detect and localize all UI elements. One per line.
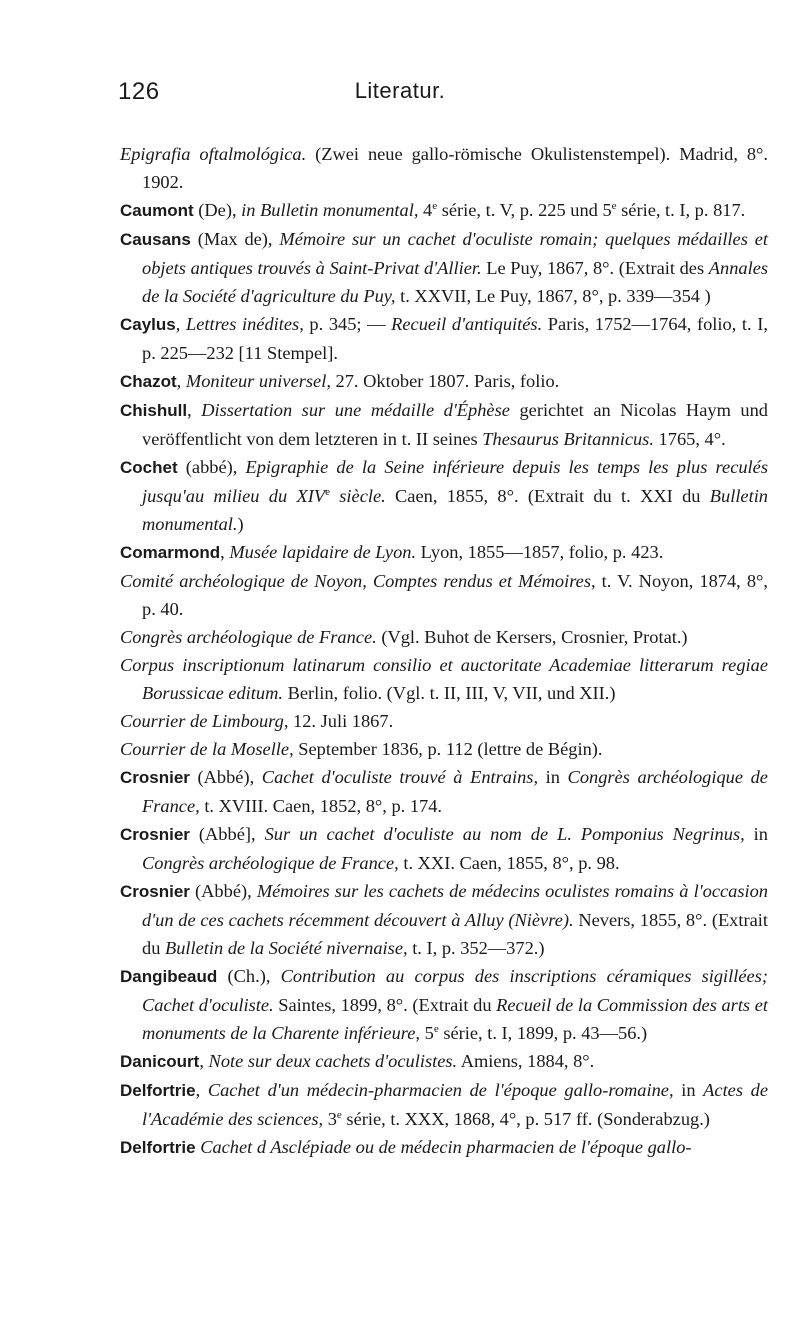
bibliography-entry [120, 1076, 768, 1133]
entry-text: 3 [323, 1109, 337, 1129]
entry-title-italic: Sur un cachet d'oculiste au nom de L. Pomponius Negrinus, [264, 824, 745, 844]
entry-text: (Vgl. Buhot de Kersers, Crosnier, Protat.) [376, 627, 688, 647]
entry-title-italic: Annales de la Société d'agriculture du Puy, [142, 258, 769, 306]
entry-author: Crosnier [120, 882, 190, 901]
superscript: e [433, 1022, 439, 1035]
entry-title-italic: Congrès archéologique de France, [142, 767, 768, 816]
entry-text: 1765, 4°. [653, 429, 726, 449]
entry-title-italic: Contribution au corpus des inscriptions céramiques sigillées; Cachet d'oculiste. [142, 966, 768, 1015]
bibliography-entry [120, 1047, 768, 1076]
entry-title-italic: siècle. [329, 486, 386, 506]
entry-text: , [176, 371, 186, 391]
bibliography-entry [120, 567, 768, 623]
entry-author: Chazot [120, 372, 177, 391]
entry-text: t. XVIII. Caen, 1852, 8°, p. 174. [199, 796, 443, 816]
entry-title-italic: Lettres inédites, [185, 314, 304, 334]
entry-text: , [175, 314, 186, 334]
entry-text: (De), [193, 200, 242, 220]
bibliography-entry [120, 763, 768, 820]
entry-text: Amiens, 1884, 8°. [457, 1051, 595, 1071]
entry-title-italic: Thesaurus Britannicus. [482, 429, 654, 449]
bibliography-entry [120, 651, 768, 707]
entry-title-italic: Corpus inscriptionum latinarum consilio et auctoritate Academiae litterarum regiae Borussicae editum. [120, 655, 768, 703]
superscript: e [325, 485, 330, 498]
entry-title-italic: Cachet d'oculiste trouvé à Entrains, [261, 767, 539, 787]
entry-title-italic: Comité archéologique de Noyon, Comptes rendus et Mémoires, [120, 571, 596, 591]
entry-title-italic: Musée lapidaire de Lyon. [229, 542, 417, 562]
entry-text: gerichtet an Nicolas Haym und veröffentlicht von dem letzteren in t. II seines [142, 400, 769, 449]
entry-text: September 1836, p. 112 (lettre de Bégin). [293, 739, 603, 759]
entry-author: Causans [120, 230, 191, 249]
entry-text: série, t. V, p. 225 und 5 [437, 200, 612, 220]
entry-text: ) [237, 514, 244, 534]
entry-text: t. XXVII, Le Puy, 1867, 8°, p. 339—354 ) [395, 286, 711, 306]
entry-text: (Abbé], [189, 824, 265, 844]
entry-author: Caumont [120, 201, 194, 220]
entry-title-italic: Courrier de la Moselle, [120, 739, 294, 759]
entry-title-italic: Courrier de Limbourg, [120, 711, 289, 731]
entry-title-italic: in Bulletin monumental, [241, 200, 419, 220]
entry-title-italic: Cachet d Asclépiade ou de médecin pharmacien de l'époque gallo- [200, 1137, 692, 1157]
entry-text: (abbé), [177, 457, 246, 477]
bibliography-entry [120, 820, 768, 877]
entry-title-italic: Moniteur universel, [185, 371, 331, 391]
running-title: Literatur. [354, 78, 446, 103]
bibliography-entry [120, 310, 768, 367]
entry-text: p. 345; — [303, 314, 392, 334]
entry-text: Le Puy, 1867, 8°. (Extrait des [481, 258, 709, 278]
entry-text: Caen, 1855, 8°. (Extrait du t. XXI du [385, 486, 710, 506]
entry-author: Chishull [120, 401, 188, 420]
entry-text: in [744, 824, 768, 844]
entry-text: (Max de), [190, 229, 280, 249]
entry-text: t. I, p. 352—372.) [407, 938, 545, 958]
entry-text: Nevers, 1855, 8°. (Extrait du [142, 910, 768, 958]
entry-text: 4 [418, 200, 433, 220]
entry-text: , [187, 400, 202, 420]
bibliography-entry [120, 453, 768, 538]
entry-title-italic: Dissertation sur une médaille d'Éphèse [201, 400, 510, 420]
entry-text: Paris, 1752—1764, folio, t. I, p. 225—232 [11 Stempel]. [142, 314, 768, 363]
page-number: 126 [118, 78, 160, 105]
entry-text: (Zwei neue gallo-römische Okulistenstempel). Madrid, 8°. 1902. [142, 144, 768, 192]
bibliography-entry [120, 735, 768, 763]
superscript: e [432, 199, 438, 212]
entry-text: série, t. I, p. 817. [616, 200, 746, 220]
entry-author: Comarmond [120, 543, 221, 562]
entry-title-italic: Mémoire sur un cachet d'oculiste romain; quelques médailles et objets antiques trouvés à Saint-Privat d'Allier. [142, 229, 768, 278]
entry-title-italic: Mémoires sur les cachets de médecins oculistes romains à l'occasion d'un de ces cachets récemment découvert à Alluy (Nièvre). [142, 881, 768, 930]
bibliography-entry [120, 1133, 768, 1162]
entry-title-italic: Bulletin monumental. [142, 486, 769, 534]
entry-text: Saintes, 1899, 8°. (Extrait du [273, 995, 497, 1015]
entry-title-italic: Recueil d'antiquités. [391, 314, 543, 334]
bibliography-entry [120, 538, 768, 567]
bibliography-entry [120, 707, 768, 735]
entry-text: (Ch.), [217, 966, 281, 986]
bibliography-entry [120, 367, 768, 396]
entry-text: (Abbé), [189, 767, 262, 787]
entry-author: Dangibeaud [120, 967, 218, 986]
entry-text: in [673, 1080, 704, 1100]
superscript: e [336, 1108, 342, 1121]
entry-text: 27. Oktober 1807. Paris, folio. [330, 371, 560, 391]
page-header [0, 78, 800, 114]
entry-author: Cochet [120, 458, 178, 477]
entry-text: 5 [420, 1023, 434, 1043]
entry-author: Caylus [120, 315, 176, 334]
entry-author: Danicourt [120, 1052, 200, 1071]
entry-text: série, t. XXX, 1868, 4°, p. 517 ff. (Sonderabzug.) [341, 1109, 710, 1129]
entry-title-italic: Congrès archéologique de France. [120, 627, 377, 647]
bibliography-entry [120, 623, 768, 651]
bibliography-entry [120, 877, 768, 962]
entry-text: in [538, 767, 568, 787]
bibliography-entry [120, 225, 768, 310]
entry-text: t. V. Noyon, 1874, 8°, p. 40. [142, 571, 768, 619]
bibliography-entry [120, 962, 768, 1047]
entry-title-italic: Epigrafia oftalmológica. [120, 144, 307, 164]
bibliography-list [120, 140, 768, 1162]
entry-title-italic: Note sur deux cachets d'oculistes. [208, 1051, 458, 1071]
entry-author: Delfortrie [120, 1081, 196, 1100]
superscript: e [611, 199, 617, 212]
bibliography-entry [120, 396, 768, 453]
entry-text: (Abbé), [189, 881, 257, 901]
entry-title-italic: Congrès archéologique de France, [142, 853, 399, 873]
bibliography-entry [120, 140, 768, 196]
entry-title-italic: Recueil de la Commission des arts et monuments de la Charente inférieure, [142, 995, 768, 1043]
entry-author: Delfortrie [120, 1138, 196, 1157]
bibliography-entry [120, 196, 768, 225]
entry-text: t. XXI. Caen, 1855, 8°, p. 98. [398, 853, 620, 873]
entry-title-italic: Cachet d'un médecin-pharmacien de l'époque gallo-romaine, [207, 1080, 674, 1100]
entry-text: 12. Juli 1867. [288, 711, 394, 731]
entry-title-italic: Epigraphie de la Seine inférieure depuis les temps les plus reculés jusqu'au milieu du XIV [142, 457, 768, 506]
entry-text: Lyon, 1855—1857, folio, p. 423. [416, 542, 664, 562]
entry-text: , [199, 1051, 209, 1071]
entry-author: Crosnier [120, 768, 190, 787]
entry-text: série, t. I, 1899, p. 43—56.) [438, 1023, 648, 1043]
entry-author: Crosnier [120, 825, 190, 844]
entry-title-italic: Actes de l'Académie des sciences, [142, 1080, 768, 1129]
entry-text: , [220, 542, 230, 562]
entry-text: , [195, 1080, 208, 1100]
entry-title-italic: Bulletin de la Société nivernaise, [165, 938, 408, 958]
entry-text: Berlin, folio. (Vgl. t. II, III, V, VII, und XII.) [282, 683, 616, 703]
